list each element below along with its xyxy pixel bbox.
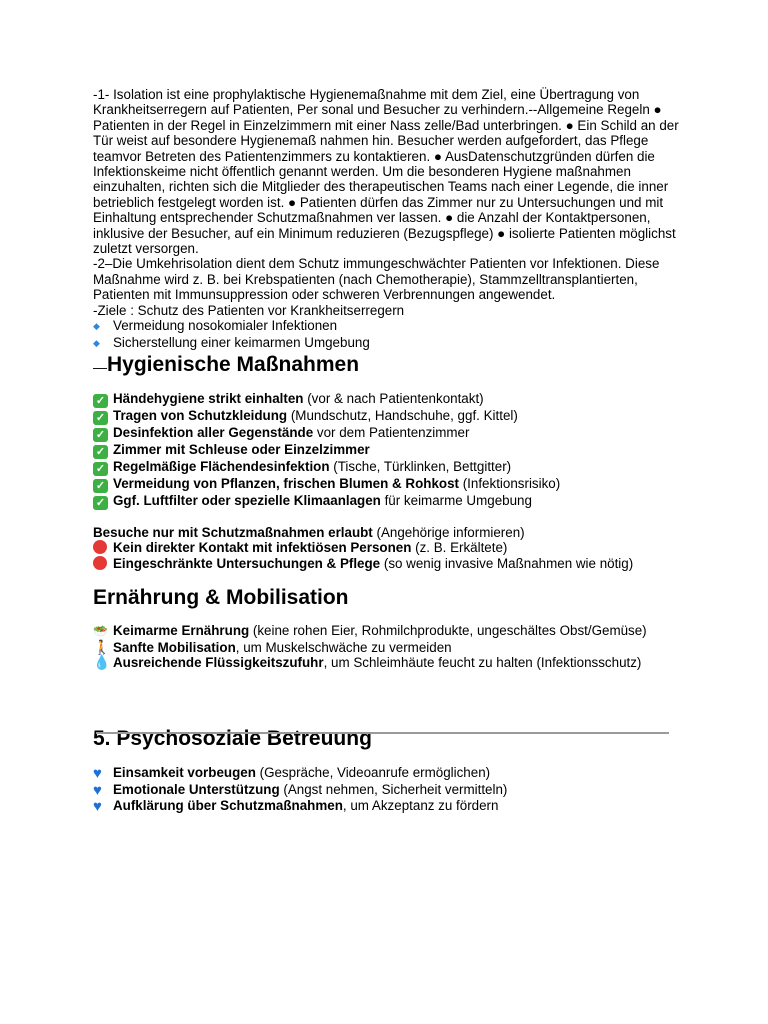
check-icon: ✓ — [93, 428, 108, 442]
document-page — [93, 87, 683, 815]
blue-heart-icon: ♥ — [93, 781, 102, 799]
goals-label: -Ziele : Schutz des Patienten vor Krankheitserregern — [93, 302, 405, 318]
list-item: ♥ Emotionale Unterstützung (Angst nehmen, Sicherheit vermitteln) — [93, 781, 508, 799]
psychosocial-heading: 5. Psychosoziale Betreuung — [93, 727, 372, 751]
list-item: 🥗 Keimarme Ernährung (keine rohen Eier, Rohmilchprodukte, ungeschältes Obst/Gemüse) — [93, 623, 647, 639]
list-item: ✓ Händehygiene strikt einhalten (vor & nach Patientenkontakt) — [93, 391, 683, 408]
hygiene-heading: —Hygienische Maßnahmen — [93, 352, 360, 376]
list-item: ✓ Zimmer mit Schleuse oder Einzelzimmer — [93, 442, 683, 459]
list-item: ♥ Aufklärung über Schutzmaßnahmen, um Akzeptanz zu fördern — [93, 798, 499, 816]
list-item: ✓ Regelmäßige Flächendesinfektion (Tische, Türklinken, Bettgitter) — [93, 459, 683, 476]
nutrition-heading: Ernährung & Mobilisation — [93, 586, 349, 610]
list-item: Eingeschränkte Untersuchungen & Pflege (so wenig invasive Maßnahmen wie nötig) — [93, 556, 683, 571]
check-icon: ✓ — [93, 479, 108, 493]
reverse-isolation-paragraph: -2–Die Umkehrisolation dient dem Schutz immungeschwächter Patienten vor Infektionen. Diese Maßnahme wird z. B. bei Krebspatienten (nach Chemotherapie), Stammzelltransplantierten, Patienten mit Immunsuppression oder schweren Verbrennungen angewendet. — [93, 256, 660, 303]
check-icon: ✓ — [93, 496, 108, 510]
list-item: 💧 Ausreichende Flüssigkeitszufuhr, um Schleimhäute feucht zu halten (Infektionsschutz) — [93, 653, 642, 670]
list-item: ✓ Vermeidung von Pflanzen, frischen Blumen & Rohkost (Infektionsrisiko) — [93, 476, 683, 493]
list-item: ✓ Ggf. Luftfilter oder spezielle Klimaanlagen für keimarme Umgebung — [93, 493, 683, 510]
blue-heart-icon: ♥ — [93, 798, 102, 816]
visits-line: Besuche nur mit Schutzmaßnahmen erlaubt (Angehörige informieren) — [93, 524, 525, 540]
droplet-icon: 💧 — [93, 653, 111, 670]
list-item: Kein direkter Kontakt mit infektiösen Personen (z. B. Erkältete) — [93, 540, 683, 555]
section-divider — [96, 732, 669, 734]
goal-item: ◆ Vermeidung nosokomialer Infektionen — [93, 318, 338, 334]
list-item: ✓ Tragen von Schutzkleidung (Mundschutz, Handschuhe, ggf. Kittel) — [93, 408, 683, 425]
check-icon: ✓ — [93, 445, 108, 459]
hygiene-list — [93, 391, 683, 510]
blue-heart-icon: ♥ — [93, 765, 102, 783]
list-item: 🚶 Sanfte Mobilisation, um Muskelschwäche zu vermeiden — [93, 638, 452, 655]
visits-list — [93, 525, 683, 571]
check-icon: ✓ — [93, 462, 108, 476]
stop-icon — [93, 556, 107, 570]
check-icon: ✓ — [93, 394, 108, 408]
list-item: ♥ Einsamkeit vorbeugen (Gespräche, Videoanrufe ermöglichen) — [93, 765, 491, 783]
list-item: ✓ Desinfektion aller Gegenstände vor dem Patientenzimmer — [93, 425, 683, 442]
nutrition-list — [93, 623, 683, 670]
goal-item: ◆ Sicherstellung einer keimarmen Umgebung — [93, 334, 370, 350]
psychosocial-list — [93, 765, 683, 814]
stop-icon — [93, 540, 107, 554]
blue-diamond-icon: ◆ — [93, 337, 100, 348]
blue-diamond-icon: ◆ — [93, 321, 100, 332]
walking-icon: 🚶 — [93, 638, 111, 655]
check-icon: ✓ — [93, 411, 108, 425]
salad-icon: 🥗 — [93, 624, 108, 639]
isolation-paragraph: -1- Isolation ist eine prophylaktische Hygienemaßnahme mit dem Ziel, eine Übertragung von Krankheitserregern auf Patienten, Per sonal und Besucher zu verhindern.--Allgemeine Regeln ● Patienten in der Regel in Einzelzimmern mit einer Nass zelle/Bad unterbringen. ● Ein Schild an der Tür weist auf besondere Hygienemaß nahmen hin. Besucher werden aufgefordert, das Pflege teamvor Betreten des Patientenzimmers zu kontaktieren. ● AusDatenschutzgründen dürfen die Infektionskeime nicht öffentlich genannt werden. Um die besonderen Hygiene maßnahmen einzuhalten, richten sich die Mitglieder des therapeutischen Teams nach einer Legende, die inner betrieblich festgelegt worden ist. ● Patienten dürfen das Zimmer nur zu Untersuchungen und mit Einhaltung entsprechender Schutzmaßnahmen ver lassen. ● die Anzahl der Kontaktpersonen, inklusive der Besucher, auf ein Minimum reduzieren (Bezugspflege) ● isolierte Patienten möglichst zuletzt versorgen. — [93, 87, 679, 257]
